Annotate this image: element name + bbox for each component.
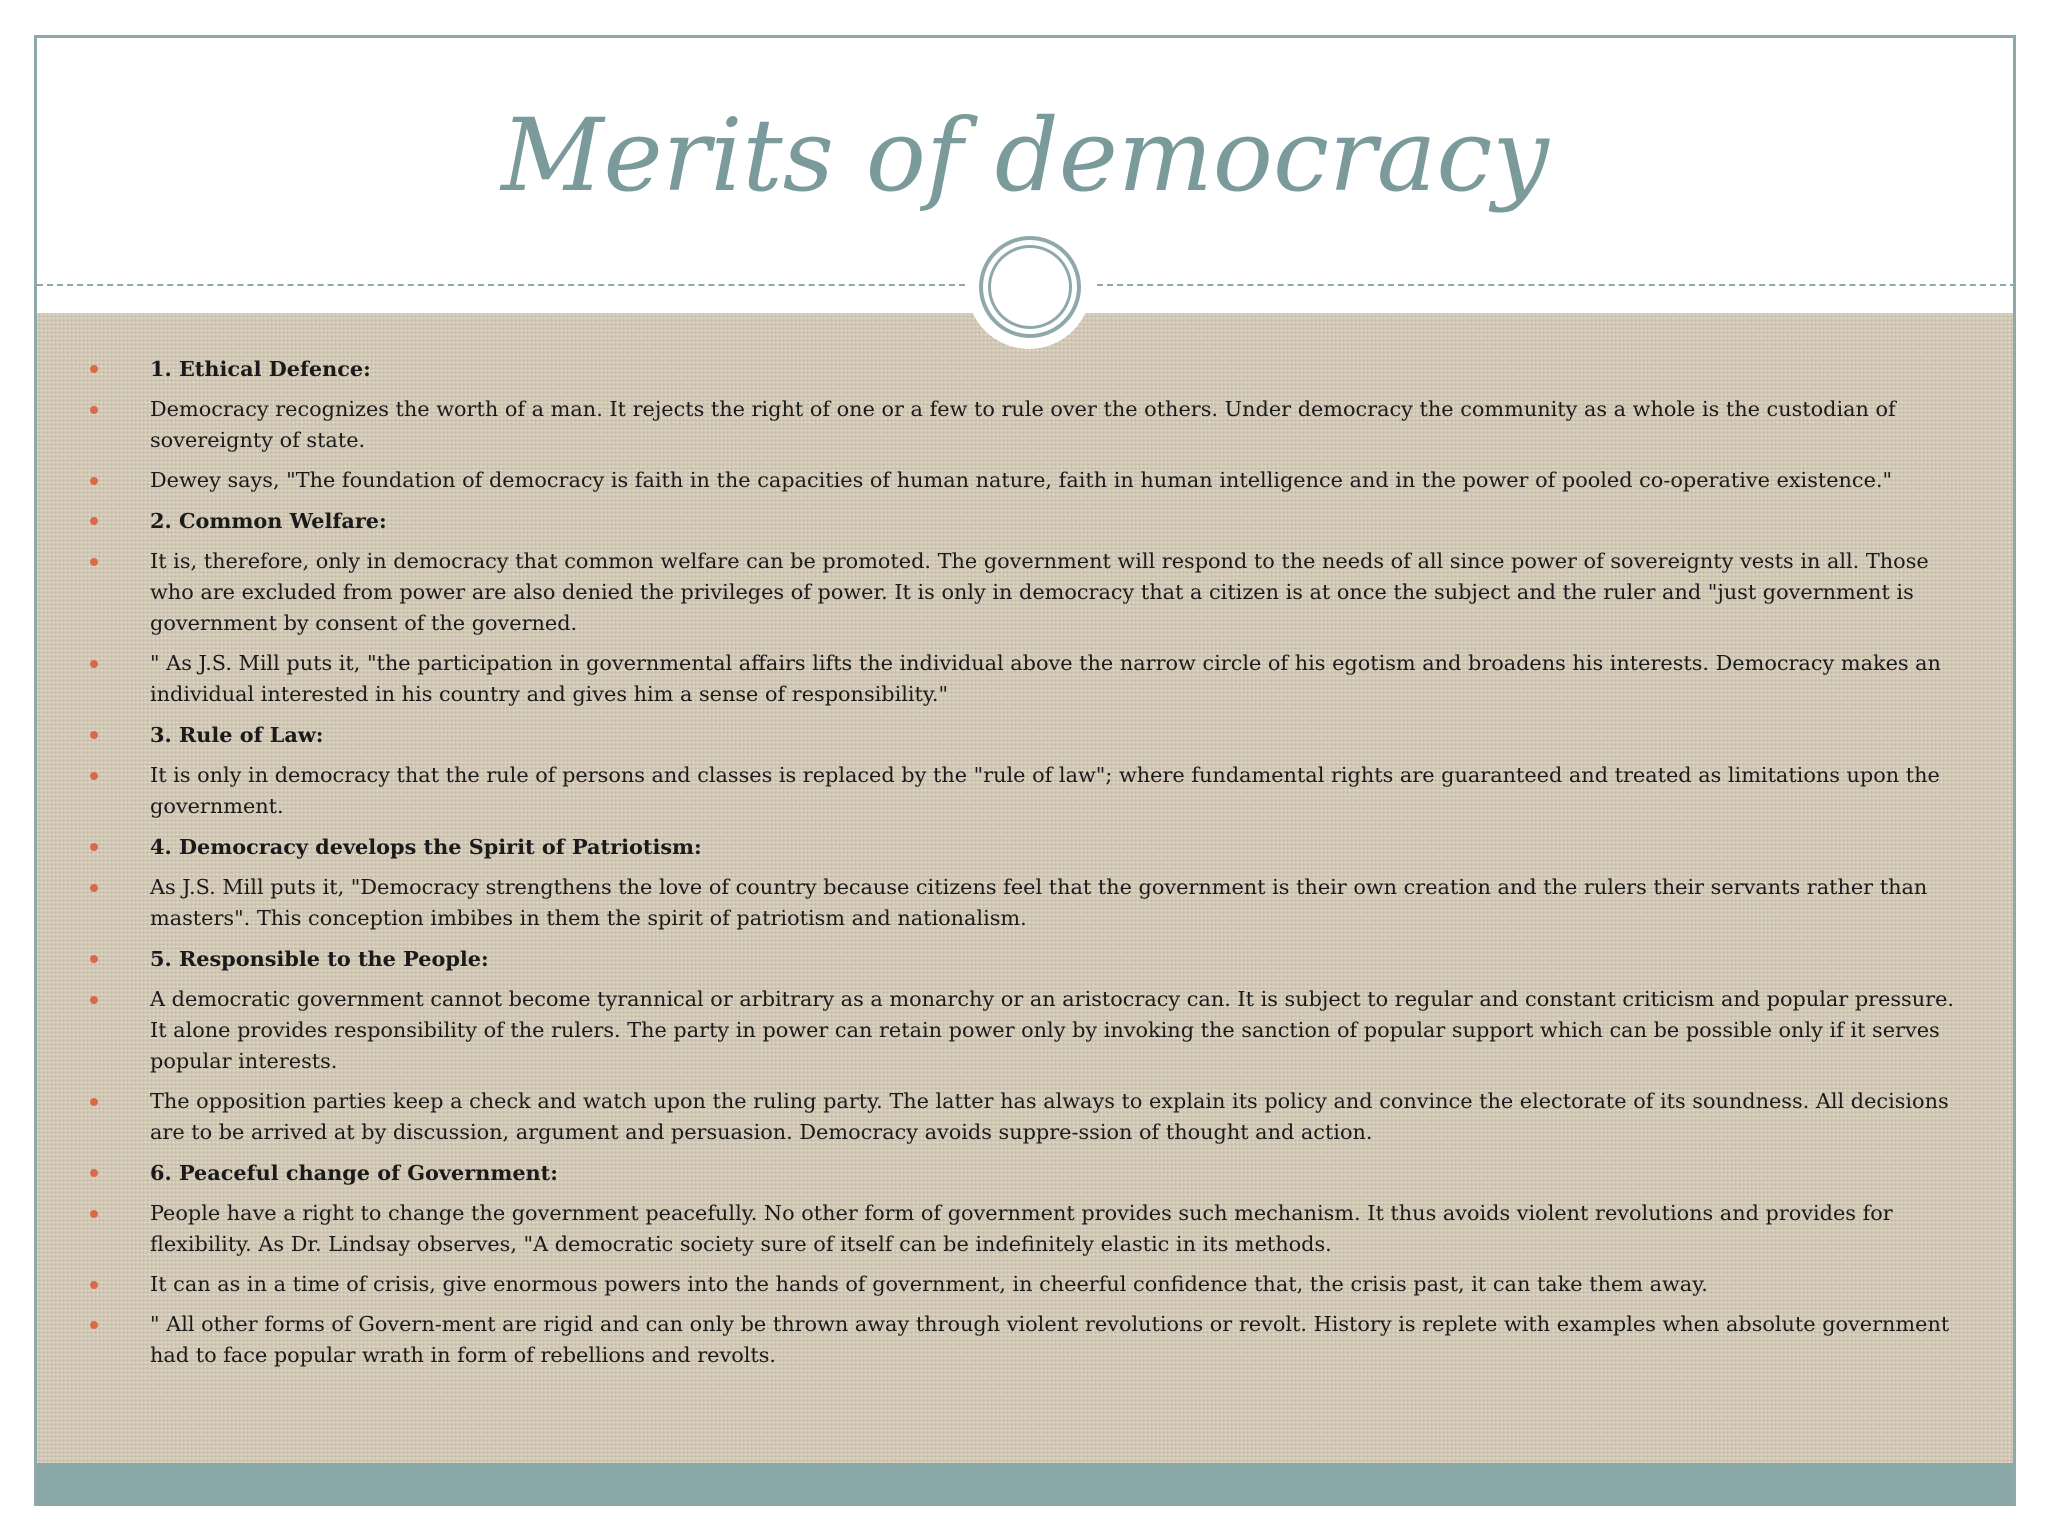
bullet-dot-icon <box>90 1210 98 1218</box>
bullet-dot-icon <box>90 406 98 414</box>
bullet-text: The opposition parties keep a check and watch upon the ruling party. The latter has always to explain its policy and convince the electorate of its soundness. All decisions are to be arrived at by discussion, argument and persuasion. Democracy avoids suppre-ssion of thought and action. <box>150 1089 1949 1144</box>
bullet-dot-icon <box>90 884 98 892</box>
title-divider-left <box>37 284 965 286</box>
bullet-point <box>37 760 1977 822</box>
section-heading <box>37 353 1977 385</box>
slide-title: Merits of democracy <box>501 97 1549 214</box>
bullet-point <box>37 1086 1977 1148</box>
footer-bar <box>37 1463 2013 1506</box>
bullet-text: 6. Peaceful change of Government: <box>150 1160 558 1185</box>
bullet-dot-icon <box>90 1098 98 1106</box>
bullet-text: 2. Common Welfare: <box>150 508 387 533</box>
bullet-text: " All other forms of Govern-ment are rigid and can only be thrown away through violent revolutions or revolt. History is replete with examples when absolute government had to face popular wrath in form of rebellions and revolts. <box>150 1312 1950 1367</box>
bullet-point <box>37 984 1977 1077</box>
bullet-text: 4. Democracy develops the Spirit of Patriotism: <box>150 834 702 859</box>
bullet-text: Democracy recognizes the worth of a man. It rejects the right of one or a few to rule over the others. Under democracy the community as a whole is the custodian of sovereignty of state. <box>150 397 1896 452</box>
bullet-dot-icon <box>90 955 98 963</box>
bullet-text: 5. Responsible to the People: <box>150 946 489 971</box>
bullet-dot-icon <box>90 660 98 668</box>
bullet-text: 3. Rule of Law: <box>150 722 324 747</box>
bullet-dot-icon <box>90 517 98 525</box>
bullet-point <box>37 546 1977 639</box>
bullet-dot-icon <box>90 1169 98 1177</box>
title-divider-right <box>1097 284 2016 286</box>
bullet-dot-icon <box>90 996 98 1004</box>
bullet-dot-icon <box>90 731 98 739</box>
bullet-dot-icon <box>90 558 98 566</box>
divider-ring-inner <box>988 245 1072 329</box>
bullet-text: It is, therefore, only in democracy that common welfare can be promoted. The government will respond to the needs of all since power of sovereignty vests in all. Those who are excluded from power are also denied the privileges of power. It is only in democracy that a citizen is at once the subject and the ruler and "just government is government by consent of the governed. <box>150 549 1929 635</box>
slide-frame <box>34 35 2016 1506</box>
bullet-point <box>37 1269 1977 1300</box>
bullet-point <box>37 1309 1977 1371</box>
bullet-text: " As J.S. Mill puts it, "the participation in governmental affairs lifts the individual above the narrow circle of his egotism and broadens his interests. Democracy makes an individual interested in his country and gives him a sense of responsibility." <box>150 651 1941 706</box>
bullet-text: People have a right to change the government peacefully. No other form of government provides such mechanism. It thus avoids violent revolutions and provides for flexibility. As Dr. Lindsay observes, "A democratic society sure of itself can be indefinitely elastic in its methods. <box>150 1201 1893 1256</box>
bullet-point <box>37 394 1977 456</box>
bullet-text: 1. Ethical Defence: <box>150 356 371 381</box>
bullet-point <box>37 465 1977 496</box>
bullet-dot-icon <box>90 843 98 851</box>
section-heading <box>37 719 1977 751</box>
bullet-dot-icon <box>90 1281 98 1289</box>
section-heading <box>37 1157 1977 1189</box>
bullet-text: It can as in a time of crisis, give enormous powers into the hands of government, in cheerful confidence that, the crisis past, it can take them away. <box>150 1272 1708 1296</box>
bullet-text: A democratic government cannot become tyrannical or arbitrary as a monarchy or an aristocracy can. It is subject to regular and constant criticism and popular pressure. It alone provides responsibility of the rulers. The party in power can retain power only by invoking the sanction of popular support which can be possible only if it serves popular interests. <box>150 987 1954 1073</box>
bullet-dot-icon <box>90 365 98 373</box>
bullet-text: As J.S. Mill puts it, "Democracy strengthens the love of country because citizens feel that the government is their own creation and the rulers their servants rather than masters". This conception imbibes in them the spirit of patriotism and nationalism. <box>150 875 1928 930</box>
section-heading <box>37 505 1977 537</box>
bullet-point <box>37 872 1977 934</box>
bullet-dot-icon <box>90 477 98 485</box>
bullet-point <box>37 1198 1977 1260</box>
section-heading <box>37 831 1977 863</box>
section-heading <box>37 943 1977 975</box>
bullet-dot-icon <box>90 772 98 780</box>
bullet-text: Dewey says, "The foundation of democracy is faith in the capacities of human nature, faith in human intelligence and in the power of pooled co-operative existence." <box>150 468 1893 492</box>
bullet-list <box>37 353 1977 1380</box>
bullet-dot-icon <box>90 1321 98 1329</box>
bullet-text: It is only in democracy that the rule of persons and classes is replaced by the "rule of law"; where fundamental rights are guaranteed and treated as limitations upon the government. <box>150 763 1940 818</box>
bullet-point <box>37 648 1977 710</box>
